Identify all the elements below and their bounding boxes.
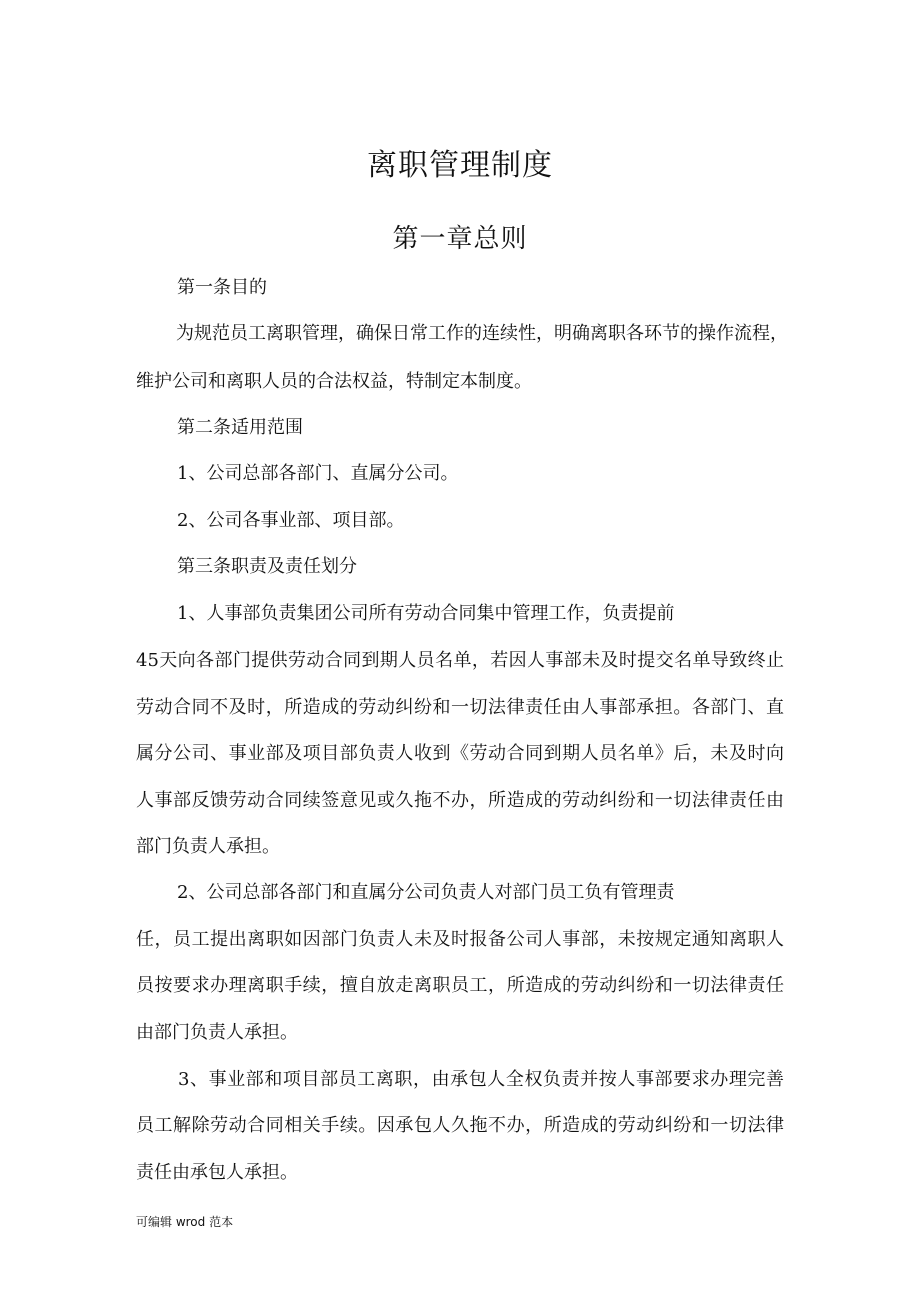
article-3-p1-line: 部门负责人承担。 <box>136 836 280 857</box>
article-3-p1-line: 1、人事部负责集团公司所有劳动合同集中管理工作，负责提前 <box>177 603 675 624</box>
document-title: 离职管理制度 <box>367 148 553 183</box>
article-3-p3-line: 员工解除劳动合同相关手续。因承包人久拖不办，所造成的劳动纠纷和一切法律 <box>136 1115 784 1136</box>
article-2-item-2: 2、公司各事业部、项目部。 <box>177 510 405 531</box>
article-3-heading: 第三条职责及责任划分 <box>177 556 357 577</box>
chapter-title: 第一章总则 <box>392 224 528 254</box>
article-3-p1-line: 人事部反馈劳动合同续签意见或久拖不办，所造成的劳动纠纷和一切法律责任由 <box>136 790 784 811</box>
article-2-item-1: 1、公司总部各部门、直属分公司。 <box>177 463 459 484</box>
article-3-p3-line: 责任由承包人承担。 <box>136 1162 298 1183</box>
article-3-p3-line: 3、事业部和项目部员工离职，由承包人全权负责并按人事部要求办理完善 <box>178 1069 784 1090</box>
article-1-line-1: 为规范员工离职管理，确保日常工作的连续性，明确离职各环节的操作流程， <box>176 323 788 344</box>
article-1-line-2: 维护公司和离职人员的合法权益，特制定本制度。 <box>136 371 532 392</box>
article-3-p2-line: 任，员工提出离职如因部门负责人未及时报备公司人事部，未按规定通知离职人 <box>136 929 784 950</box>
article-3-p1-line: 劳动合同不及时，所造成的劳动纠纷和一切法律责任由人事部承担。各部门、直 <box>136 697 784 718</box>
article-1-heading: 第一条目的 <box>177 277 267 298</box>
article-3-p1-line: 属分公司、事业部及项目部负责人收到《劳动合同到期人员名单》后，未及时向 <box>136 743 784 764</box>
page-footer: 可编辑 wrod 范本 <box>136 1215 234 1229</box>
article-2-heading: 第二条适用范围 <box>177 417 303 438</box>
article-3-p2-line: 2、公司总部各部门和直属分公司负责人对部门员工负有管理责 <box>177 882 675 903</box>
article-3-p2-line: 员按要求办理离职手续，擅自放走离职员工，所造成的劳动纠纷和一切法律责任 <box>136 975 784 996</box>
article-3-p2-line: 由部门负责人承担。 <box>136 1022 298 1043</box>
article-3-p1-line: 45天向各部门提供劳动合同到期人员名单，若因人事部未及时提交名单导致终止 <box>136 650 784 671</box>
